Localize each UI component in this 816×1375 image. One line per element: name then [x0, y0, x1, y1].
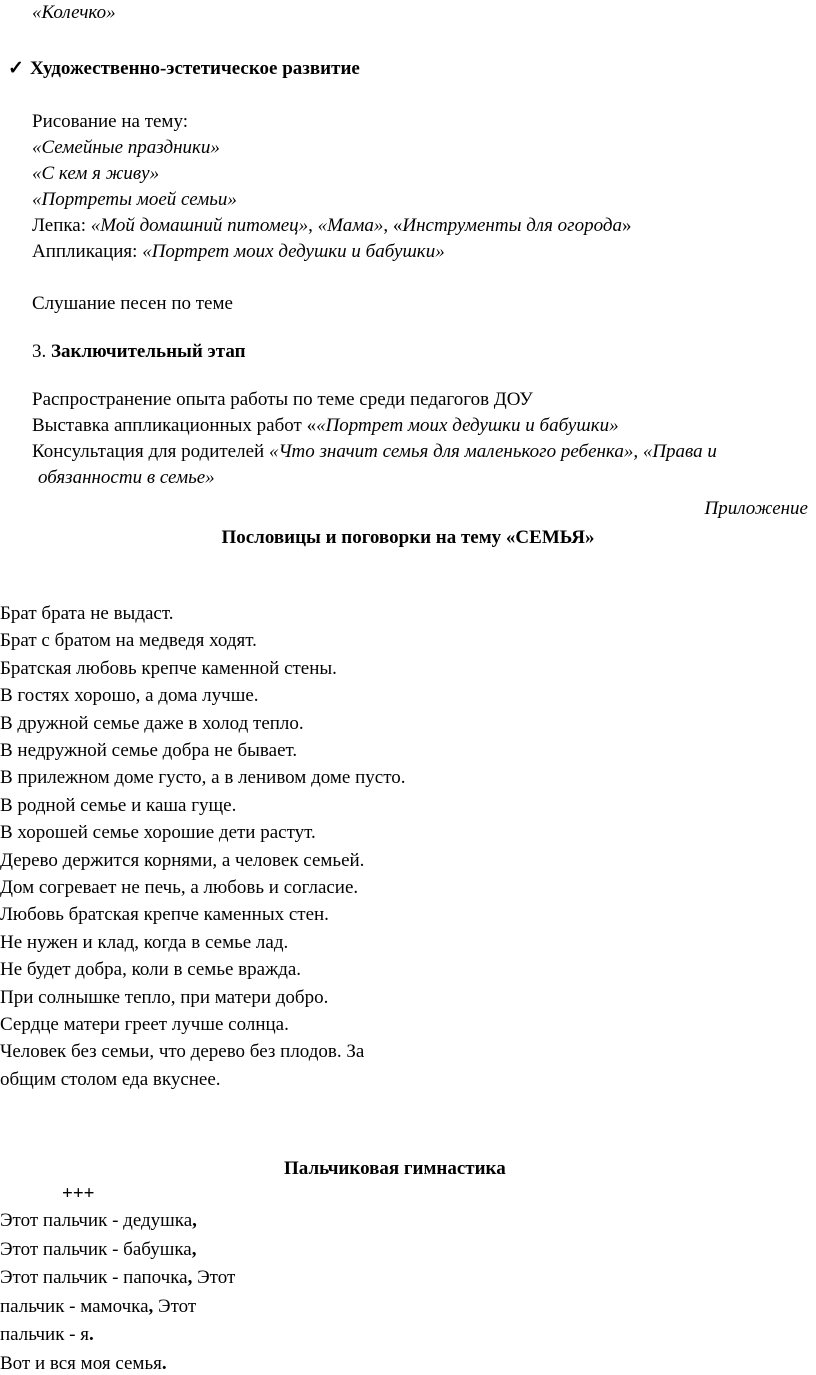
finger-rhyme-line [0, 1267, 235, 1289]
finger-rhyme-punct: , [191, 1239, 197, 1260]
finger-rhyme-text: Этот пальчик - бабушка [0, 1239, 192, 1260]
applique-row [32, 241, 445, 263]
drawing-topic: «Семейные праздники» [32, 137, 220, 158]
consultation-row [32, 441, 717, 463]
proverb-line: Брат брата не выдаст. [0, 603, 174, 624]
proverb-line: В родной семье и каша гуще. [0, 795, 237, 816]
modeling-separator: , [308, 215, 318, 236]
finger-rhyme-line [0, 1239, 196, 1261]
consultation-topic-continued: обязанности в семье» [38, 467, 215, 488]
finger-rhyme-line [0, 1324, 94, 1346]
modeling-separator: » [621, 215, 632, 236]
art-section-heading-row [8, 58, 360, 80]
proverb-line: Дерево держится корнями, а человек семьей. [0, 850, 365, 871]
exhibition-row [32, 415, 619, 437]
final-stage-heading-row [32, 341, 246, 363]
finger-rhyme-line [0, 1210, 197, 1232]
modeling-row [32, 215, 631, 237]
finger-rhyme-line [0, 1296, 196, 1318]
proverb-line: Человек без семьи, что дерево без плодов. За [0, 1041, 365, 1062]
proverb-line: В хорошей семье хорошие дети растут. [0, 822, 316, 843]
finger-rhyme-punct: , [148, 1296, 154, 1317]
finger-rhyme-punct: , [192, 1210, 197, 1231]
proverbs-title: Пословицы и поговорки на тему «СЕМЬЯ» [221, 527, 595, 548]
proverb-line: Брат с братом на медведя ходят. [0, 630, 257, 651]
finger-rhyme-punct: . [161, 1353, 167, 1374]
exhibition-label: Выставка аппликационных работ « [32, 415, 317, 436]
consultation-topic: «Что значит семья для маленького ребенка», «Права и [268, 441, 717, 462]
proverb-line: В дружной семье даже в холод тепло. [0, 713, 304, 734]
finger-rhyme-punct: , [187, 1267, 193, 1288]
modeling-topic: «Мой домашний питомец» [90, 215, 309, 236]
drawing-topic: «С кем я живу» [32, 163, 160, 184]
proverb-line: Братская любовь крепче каменной стены. [0, 658, 337, 679]
proverb-line: Любовь братская крепче каменных стен. [0, 904, 329, 925]
proverb-line: общим столом еда вкуснее. [0, 1069, 221, 1090]
drawing-topic: «Портреты моей семьи» [32, 189, 237, 210]
proverb-line: Дом согревает не печь, а любовь и согласие. [0, 877, 359, 898]
finger-rhyme-marker: +++ [62, 1183, 95, 1204]
applique-topic: «Портрет моих дедушки и бабушки» [142, 241, 445, 262]
finger-rhyme-line [0, 1353, 167, 1375]
finger-rhyme-tail: Этот [192, 1267, 236, 1288]
proverb-line: В недружной семье добра не бывает. [0, 740, 298, 761]
finger-rhyme-text: Этот пальчик - дедушка [0, 1210, 193, 1231]
experience-item: Распространение опыта работы по теме среди педагогов ДОУ [32, 389, 533, 410]
modeling-label: Лепка: [32, 215, 91, 236]
proverb-line: Не будет добра, коли в семье вражда. [0, 959, 302, 980]
finger-rhyme-text: пальчик - я [0, 1324, 89, 1345]
appendix-label: Приложение [704, 498, 808, 519]
proverb-line: В гостях хорошо, а дома лучше. [0, 685, 259, 706]
drawing-label: Рисование на тему: [32, 111, 188, 132]
finger-gymnastics-title: Пальчиковая гимнастика [284, 1158, 506, 1179]
proverb-line: В прилежном доме густо, а в ленивом доме пусто. [0, 767, 406, 788]
modeling-separator: , « [383, 215, 403, 236]
songs-item: Слушание песен по теме [32, 293, 233, 314]
art-section-heading: Художественно-эстетическое развитие [30, 58, 360, 79]
final-stage-number: 3. [32, 341, 51, 362]
modeling-topic: Инструменты для огорода [402, 215, 622, 236]
ring-game-title: «Колечко» [32, 2, 116, 23]
finger-rhyme-tail: Этот [153, 1296, 197, 1317]
proverb-line: При солнышке тепло, при матери добро. [0, 987, 329, 1008]
finger-rhyme-punct: . [89, 1324, 94, 1345]
modeling-topic: «Мама» [317, 215, 384, 236]
applique-label: Аппликация: [32, 241, 143, 262]
exhibition-topic: «Портрет моих дедушки и бабушки» [316, 415, 619, 436]
consultation-label: Консультация для родителей [32, 441, 269, 462]
proverb-line: Сердце матери греет лучше солнца. [0, 1014, 289, 1035]
proverb-line: Не нужен и клад, когда в семье лад. [0, 932, 289, 953]
finger-rhyme-text: Вот и вся моя семья [0, 1353, 162, 1374]
finger-rhyme-text: пальчик - мамочка [0, 1296, 149, 1317]
checkmark-icon: ✓ [8, 58, 24, 79]
finger-rhyme-text: Этот пальчик - папочка [0, 1267, 188, 1288]
final-stage-heading: Заключительный этап [51, 341, 246, 362]
